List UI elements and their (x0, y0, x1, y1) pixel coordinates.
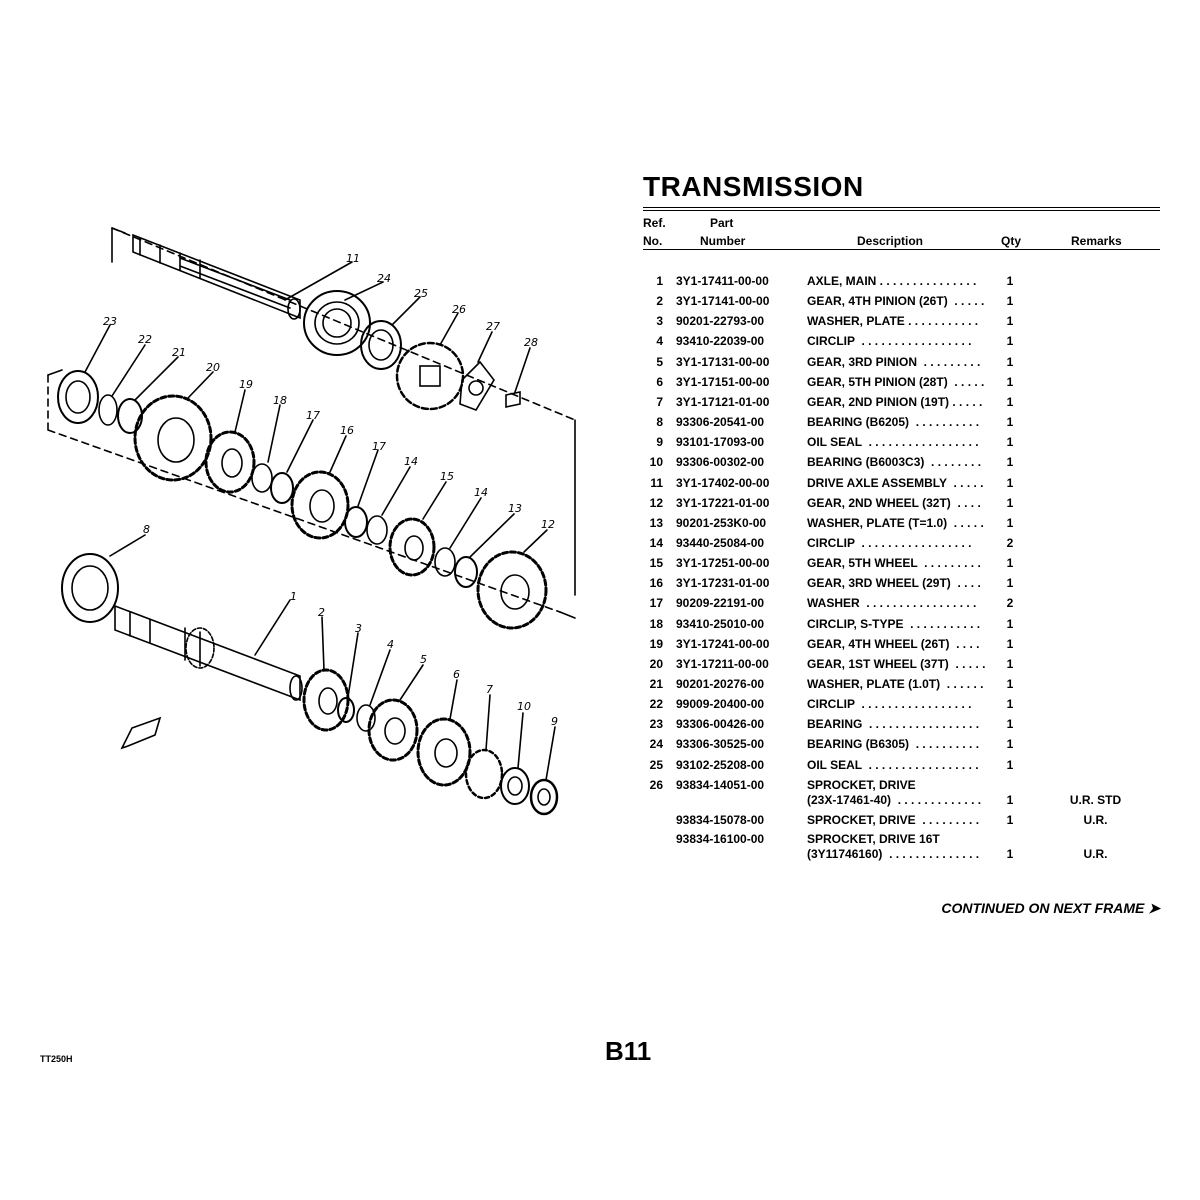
callout-20: 20 (206, 361, 220, 374)
title-rule-top (643, 207, 1160, 208)
header-rule (643, 249, 1160, 250)
callout-5: 5 (420, 653, 427, 666)
page-number: B11 (605, 1036, 652, 1066)
ref-cell: 18 (649, 617, 663, 631)
callout-14: 14 (404, 455, 418, 468)
part-number-cell: 93410-25010-00 (676, 617, 765, 631)
table-row (643, 595, 1160, 615)
description-cell: OIL SEAL . . . . . . . . . . . . . . . . . (807, 435, 979, 449)
part-number-cell: 3Y1-17402-00-00 (676, 476, 770, 490)
callout-1: 1 (290, 590, 297, 603)
ref-cell: 16 (649, 576, 663, 590)
qty-cell: 1 (1006, 375, 1014, 389)
callout-18: 18 (273, 394, 287, 407)
qty-cell: 1 (1006, 737, 1014, 751)
qty-cell: 1 (1006, 677, 1014, 691)
description-cell: CIRCLIP . . . . . . . . . . . . . . . . . (807, 697, 972, 711)
table-row (643, 394, 1160, 414)
table-row (643, 293, 1160, 313)
description-cell: GEAR, 2ND WHEEL (32T) . . . . (807, 496, 981, 510)
part-number-cell: 3Y1-17231-01-00 (676, 576, 770, 590)
qty-cell: 1 (1006, 314, 1014, 328)
remarks-cell: U.R. (1083, 813, 1108, 827)
ref-cell: 14 (649, 536, 663, 550)
description-cell: BEARING (B6205) . . . . . . . . . . (807, 415, 980, 429)
ref-cell: 19 (649, 637, 663, 651)
part-number-cell: 3Y1-17251-00-00 (676, 556, 770, 570)
ref-cell: 3 (656, 314, 663, 328)
part-number-cell: 93101-17093-00 (676, 435, 765, 449)
callout-19: 19 (239, 378, 253, 391)
continued-note: CONTINUED ON NEXT FRAME ➤ (941, 900, 1160, 916)
description-cell: GEAR, 3RD PINION . . . . . . . . . (807, 355, 981, 369)
table-row (643, 495, 1160, 515)
description-cell: GEAR, 4TH PINION (26T) . . . . . (807, 294, 985, 308)
part-number-cell: 3Y1-17411-00-00 (676, 274, 769, 288)
part-number-cell: 93440-25084-00 (676, 536, 765, 550)
remarks-cell: U.R. (1083, 847, 1108, 861)
table-row (643, 273, 1160, 293)
description-cell: GEAR, 1ST WHEEL (37T) . . . . . (807, 657, 986, 671)
ref-cell: 6 (656, 375, 663, 389)
callout-24: 24 (377, 272, 391, 285)
callout-17: 17 (306, 409, 320, 422)
description-cell: CIRCLIP, S-TYPE . . . . . . . . . . . (807, 617, 981, 631)
callout-15: 15 (440, 470, 454, 483)
description-cell: GEAR, 3RD WHEEL (29T) . . . . (807, 576, 981, 590)
description-cell: SPROCKET, DRIVE 16T (807, 832, 940, 846)
description-cell: BEARING . . . . . . . . . . . . . . . . . (807, 717, 980, 731)
ref-cell: 13 (649, 516, 663, 530)
callout-23: 23 (103, 315, 117, 328)
description-cont-cell: (23X-17461-40) . . . . . . . . . . . . . (807, 793, 982, 807)
description-cell: SPROCKET, DRIVE . . . . . . . . . (807, 813, 980, 827)
ref-cell: 17 (649, 596, 663, 610)
callout-25: 25 (414, 287, 428, 300)
ref-cell: 23 (649, 717, 663, 731)
table-row (643, 313, 1160, 333)
qty-cell: 1 (1006, 813, 1014, 827)
part-number-cell: 90201-22793-00 (676, 314, 765, 328)
qty-cell: 2 (1006, 536, 1014, 550)
part-number-cell: 3Y1-17141-00-00 (676, 294, 770, 308)
header-qty: Qty (1001, 234, 1022, 248)
part-number-cell: 93834-15078-00 (676, 813, 765, 827)
header-no: No. (643, 234, 663, 248)
callout-9: 9 (551, 715, 558, 728)
qty-cell: 1 (1006, 637, 1014, 651)
header-ref: Ref. (643, 216, 666, 230)
header-part: Part (710, 216, 734, 230)
qty-cell: 1 (1006, 697, 1014, 711)
description-cell: WASHER . . . . . . . . . . . . . . . . . (807, 596, 977, 610)
qty-cell: 1 (1006, 435, 1014, 449)
part-number-cell: 93306-00426-00 (676, 717, 765, 731)
header-number: Number (700, 234, 746, 248)
qty-cell: 1 (1006, 556, 1014, 570)
qty-cell: 1 (1006, 496, 1014, 510)
table-row (643, 475, 1160, 495)
callout-12: 12 (541, 518, 555, 531)
table-row (643, 434, 1160, 454)
part-number-cell: 93410-22039-00 (676, 334, 765, 348)
table-row (643, 414, 1160, 434)
ref-cell: 1 (656, 274, 663, 288)
qty-cell: 1 (1006, 847, 1014, 861)
ref-cell: 2 (656, 294, 663, 308)
callout-27: 27 (486, 320, 500, 333)
description-cell: WASHER, PLATE (T=1.0) . . . . . (807, 516, 984, 530)
qty-cell: 1 (1006, 617, 1014, 631)
table-row (643, 676, 1160, 696)
description-cell: DRIVE AXLE ASSEMBLY . . . . . (807, 476, 984, 490)
callout-7: 7 (486, 683, 493, 696)
description-cell: CIRCLIP . . . . . . . . . . . . . . . . . (807, 536, 972, 550)
ref-cell: 22 (649, 697, 663, 711)
description-cell: GEAR, 4TH WHEEL (26T) . . . . (807, 637, 980, 651)
description-cell: OIL SEAL . . . . . . . . . . . . . . . . . (807, 758, 979, 772)
table-row (643, 696, 1160, 716)
table-row (643, 515, 1160, 535)
title-rule-bottom (643, 210, 1160, 211)
ref-cell: 25 (649, 758, 663, 772)
description-cell: AXLE, MAIN . . . . . . . . . . . . . . . (807, 274, 977, 288)
model-code: TT250H (40, 1054, 73, 1064)
ref-cell: 21 (649, 677, 663, 691)
ref-cell: 20 (649, 657, 663, 671)
table-row (643, 656, 1160, 676)
table-row (643, 354, 1160, 374)
callout-2: 2 (318, 606, 325, 619)
qty-cell: 1 (1006, 455, 1014, 469)
qty-cell: 1 (1006, 516, 1014, 530)
callout-6: 6 (453, 668, 460, 681)
table-row (643, 616, 1160, 636)
part-number-cell: 99009-20400-00 (676, 697, 765, 711)
part-number-cell: 93306-00302-00 (676, 455, 765, 469)
header-description: Description (857, 234, 924, 248)
callout-3: 3 (355, 622, 362, 635)
ref-cell: 24 (649, 737, 663, 751)
qty-cell: 1 (1006, 294, 1014, 308)
table-row (643, 555, 1160, 575)
ref-cell: 7 (656, 395, 663, 409)
table-row (643, 374, 1160, 394)
part-number-cell: 90201-253K0-00 (676, 516, 767, 530)
table-row (643, 777, 1160, 813)
description-cell: GEAR, 2ND PINION (19T) . . . . . (807, 395, 983, 409)
qty-cell: 1 (1006, 758, 1014, 772)
ref-cell: 11 (650, 476, 663, 490)
description-cell: BEARING (B6305) . . . . . . . . . . (807, 737, 980, 751)
callout-21: 21 (172, 346, 186, 359)
header-remarks: Remarks (1071, 234, 1122, 248)
part-number-cell: 3Y1-17131-00-00 (676, 355, 770, 369)
qty-cell: 1 (1006, 657, 1014, 671)
part-number-cell: 93306-30525-00 (676, 737, 765, 751)
qty-cell: 1 (1006, 717, 1014, 731)
ref-cell: 12 (649, 496, 663, 510)
table-row (643, 575, 1160, 595)
callout-10: 10 (517, 700, 531, 713)
part-number-cell: 93834-16100-00 (676, 832, 765, 846)
qty-cell: 1 (1006, 274, 1014, 288)
part-number-cell: 3Y1-17211-00-00 (676, 657, 769, 671)
qty-cell: 1 (1006, 334, 1014, 348)
table-row (643, 636, 1160, 656)
qty-cell: 1 (1006, 476, 1014, 490)
qty-cell: 2 (1006, 596, 1014, 610)
part-number-cell: 93834-14051-00 (676, 778, 765, 792)
callout-26: 26 (452, 303, 466, 316)
callout-8: 8 (143, 523, 150, 536)
callout-16: 16 (340, 424, 354, 437)
description-cell: GEAR, 5TH WHEEL . . . . . . . . . (807, 556, 981, 570)
callout-17b: 17 (372, 440, 386, 453)
callout-14b: 14 (474, 486, 488, 499)
callout-13: 13 (508, 502, 522, 515)
callout-28: 28 (524, 336, 538, 349)
table-row (643, 535, 1160, 555)
ref-cell: 4 (656, 334, 663, 348)
qty-cell: 1 (1006, 395, 1014, 409)
callout-22: 22 (138, 333, 152, 346)
callout-11: 11 (346, 252, 360, 265)
ref-cell: 15 (649, 556, 663, 570)
qty-cell: 1 (1006, 415, 1014, 429)
description-cell: BEARING (B6003C3) . . . . . . . . (807, 455, 982, 469)
part-number-cell: 3Y1-17121-01-00 (676, 395, 770, 409)
description-cell: WASHER, PLATE (1.0T) . . . . . . (807, 677, 984, 691)
description-cell: GEAR, 5TH PINION (28T) . . . . . (807, 375, 985, 389)
table-row (643, 736, 1160, 756)
table-row (643, 716, 1160, 736)
table-row (643, 831, 1160, 867)
qty-cell: 1 (1006, 793, 1014, 807)
part-number-cell: 3Y1-17241-00-00 (676, 637, 770, 651)
table-row (643, 757, 1160, 777)
ref-cell: 26 (649, 778, 663, 792)
description-cell: CIRCLIP . . . . . . . . . . . . . . . . . (807, 334, 972, 348)
part-number-cell: 3Y1-17151-00-00 (676, 375, 770, 389)
table-row (643, 333, 1160, 353)
ref-cell: 8 (656, 415, 663, 429)
callout-4: 4 (387, 638, 394, 651)
part-number-cell: 90201-20276-00 (676, 677, 765, 691)
remarks-cell: U.R. STD (1069, 793, 1122, 807)
part-number-cell: 90209-22191-00 (676, 596, 765, 610)
part-number-cell: 93102-25208-00 (676, 758, 765, 772)
ref-cell: 5 (656, 355, 663, 369)
qty-cell: 1 (1006, 576, 1014, 590)
description-cell: SPROCKET, DRIVE (807, 778, 916, 792)
description-cell: WASHER, PLATE . . . . . . . . . . . (807, 314, 979, 328)
qty-cell: 1 (1006, 355, 1014, 369)
part-number-cell: 3Y1-17221-01-00 (676, 496, 770, 510)
description-cont-cell: (3Y11746160) . . . . . . . . . . . . . . (807, 847, 980, 861)
table-row (643, 454, 1160, 474)
part-number-cell: 93306-20541-00 (676, 415, 765, 429)
ref-cell: 9 (656, 435, 663, 449)
ref-cell: 10 (649, 455, 663, 469)
page-title: TRANSMISSION (643, 171, 864, 202)
